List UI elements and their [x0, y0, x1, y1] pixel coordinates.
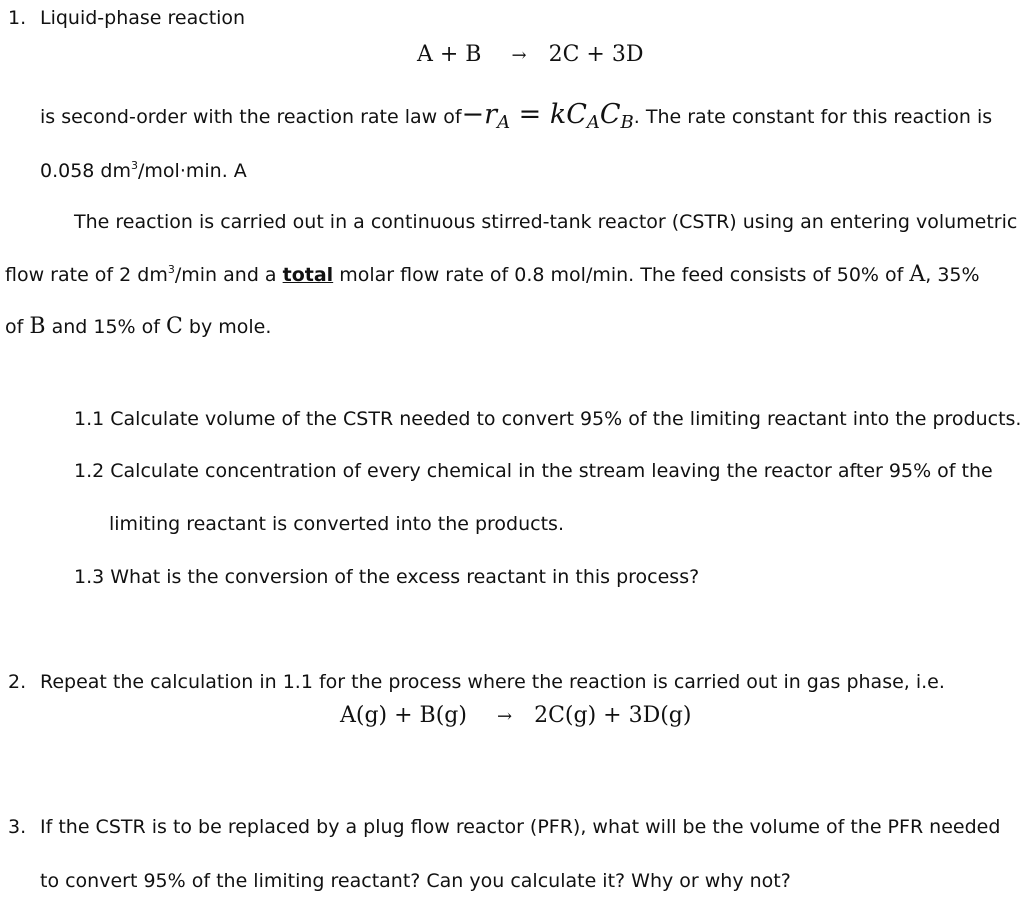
question-3-line-2: to convert 95% of the limiting reactant? Can you calculate it? Why or why not?	[40, 870, 791, 892]
rate-constant-line	[40, 160, 247, 181]
paragraph-2-line-3	[5, 316, 271, 338]
paragraph-2-line-1: The reaction is carried out in a continuous stirred-tank reactor (CSTR) using an entering volumetric	[74, 211, 1018, 233]
equation-lhs: A + B	[417, 42, 482, 67]
question-3-number: 3.	[8, 816, 27, 838]
question-1-number: 1.	[8, 7, 27, 29]
reaction-arrow-icon: →	[511, 45, 527, 66]
reaction-equation-liquid	[417, 44, 643, 66]
by-mole-text: by mole.	[188, 316, 272, 338]
var-C: C	[166, 314, 183, 339]
question-1-title: Liquid-phase reaction	[40, 7, 246, 29]
paragraph-2-line-2	[5, 264, 980, 286]
gas-equation-rhs: 2C(g) + 3D(g)	[534, 703, 692, 728]
question-3-line-1: If the CSTR is to be replaced by a plug flow reactor (PFR), what will be the volume of the PFR needed	[40, 816, 1001, 838]
equation-rhs: 2C + 3D	[548, 42, 644, 67]
rate-constant-value: 0.058 dm	[40, 160, 132, 182]
question-2-number: 2.	[8, 671, 27, 693]
rate-law-pre: is second-order with the reaction rate law of	[40, 106, 462, 128]
question-2-text: Repeat the calculation in 1.1 for the process where the reaction is carried out in gas phase, i.e.	[40, 671, 945, 693]
molar-flow-text: molar flow rate of 0.8 mol/min. The feed consists of 50% of	[339, 264, 904, 286]
rate-law-post: . The rate constant for this reaction is	[633, 106, 993, 128]
subquestion-1-1: 1.1 Calculate volume of the CSTR needed to convert 95% of the limiting reactant into the products.	[74, 408, 1022, 430]
rate-law-line	[40, 101, 992, 132]
total-emphasis: total	[282, 264, 334, 286]
rate-constant-sup: 3	[131, 159, 139, 172]
var-B: B	[29, 314, 46, 339]
reaction-equation-gas	[340, 705, 691, 727]
gas-equation-lhs: A(g) + B(g)	[340, 703, 467, 728]
gas-reaction-arrow-icon: →	[496, 706, 513, 727]
subquestion-1-2-line-1: 1.2 Calculate concentration of every chemical in the stream leaving the reactor after 95% of the	[74, 460, 993, 482]
rate-law-expression: $-r_A = kC_AC_B$	[461, 99, 634, 133]
subquestion-1-2-line-2: limiting reactant is converted into the products.	[109, 513, 564, 535]
flow-rate-text-2: /min and a	[174, 264, 277, 286]
var-A: A	[909, 262, 926, 287]
flow-rate-text: flow rate of 2 dm	[5, 264, 168, 286]
flow-rate-sup: 3	[167, 263, 175, 276]
subquestion-1-3: 1.3 What is the conversion of the excess reactant in this process?	[74, 566, 700, 588]
and-text: and 15% of	[51, 316, 160, 338]
feed-percent-text: , 35%	[925, 264, 980, 286]
rate-constant-unit: /mol·min. A	[138, 160, 247, 182]
of-text: of	[5, 316, 24, 338]
